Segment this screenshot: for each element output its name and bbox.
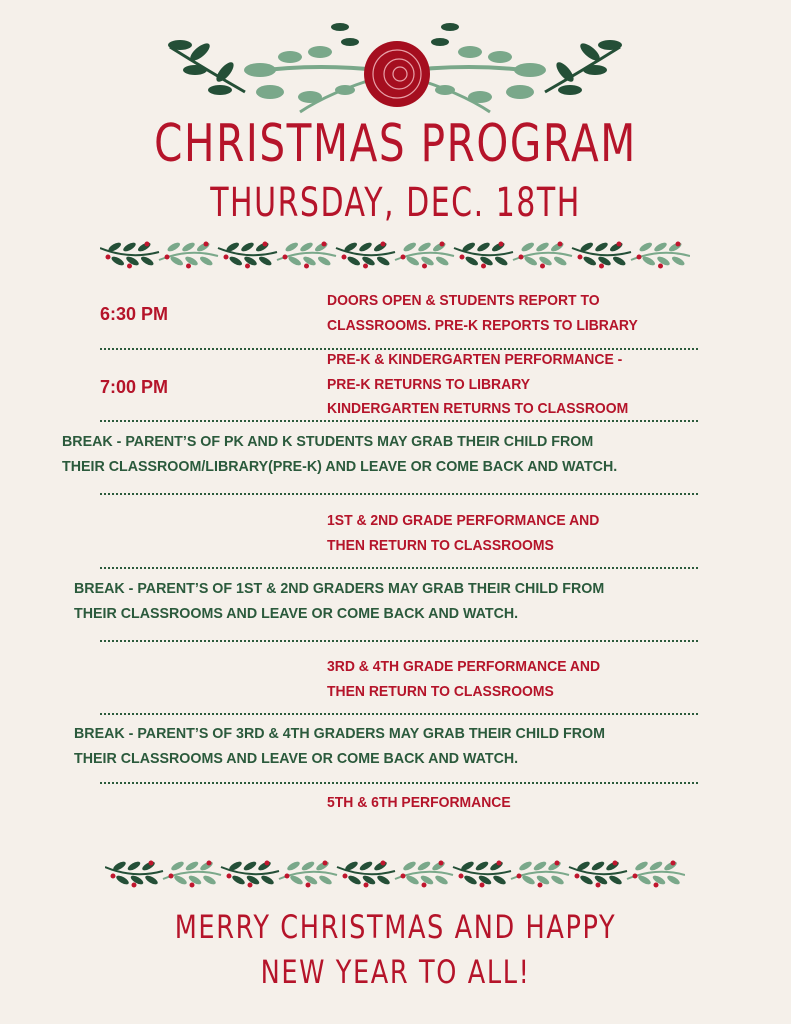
holly-sprig-icon — [105, 860, 163, 888]
dotted-divider — [100, 640, 698, 642]
holly-sprig-icon — [513, 241, 572, 269]
break-line: BREAK - PARENT’S OF PK AND K STUDENTS MAY GRAB THEIR CHILD FROM — [62, 433, 594, 450]
floral-rose-header-icon — [150, 12, 640, 122]
schedule-description — [327, 655, 600, 704]
holly-sprig-icon — [218, 241, 277, 269]
schedule-description — [327, 791, 511, 816]
holly-sprig-icon — [337, 860, 395, 888]
dotted-divider — [100, 782, 698, 784]
break-line: THEIR CLASSROOMS AND LEAVE OR COME BACK AND WATCH. — [74, 605, 519, 622]
dotted-divider — [100, 420, 698, 422]
holly-sprig-icon — [395, 860, 453, 888]
dotted-divider — [100, 713, 698, 715]
description-line: 3RD & 4TH GRADE PERFORMANCE AND — [327, 658, 601, 675]
description-line: 5TH & 6TH PERFORMANCE — [327, 794, 511, 811]
footer-line: NEW YEAR TO ALL! — [260, 953, 531, 991]
break-line: BREAK - PARENT’S OF 1ST & 2ND GRADERS MAY GRAB THEIR CHILD FROM — [74, 580, 605, 597]
break-line: THEIR CLASSROOM/LIBRARY(PRE-K) AND LEAVE OR COME BACK AND WATCH. — [62, 458, 618, 475]
schedule-time: 7:00 PM — [100, 377, 169, 397]
schedule-description — [327, 348, 628, 422]
holly-garland-top-icon — [100, 232, 690, 277]
description-line: DOORS OPEN & STUDENTS REPORT TO — [327, 292, 600, 309]
holly-sprig-icon — [454, 241, 513, 269]
schedule-description — [327, 289, 638, 338]
dotted-divider — [100, 567, 698, 569]
schedule-description — [327, 509, 599, 558]
break-line: THEIR CLASSROOMS AND LEAVE OR COME BACK AND WATCH. — [74, 750, 519, 767]
holly-sprig-icon — [631, 241, 690, 269]
description-line: PRE-K & KINDERGARTEN PERFORMANCE - — [327, 351, 623, 368]
break-note — [74, 576, 604, 626]
break-note — [62, 429, 617, 479]
holly-sprig-icon — [627, 860, 685, 888]
holly-sprig-icon — [100, 241, 159, 269]
holly-sprig-icon — [453, 860, 511, 888]
page-title: CHRISTMAS PROGRAM — [154, 114, 637, 174]
break-line: BREAK - PARENT’S OF 3RD & 4TH GRADERS MAY GRAB THEIR CHILD FROM — [74, 725, 605, 742]
description-line: CLASSROOMS. PRE-K REPORTS TO LIBRARY — [327, 316, 638, 334]
holly-garland-bottom-icon — [105, 851, 685, 896]
holly-sprig-icon — [277, 241, 336, 269]
description-line: THEN RETURN TO CLASSROOMS — [327, 536, 554, 554]
holly-sprig-icon — [279, 860, 337, 888]
dotted-divider — [100, 493, 698, 495]
holly-sprig-icon — [511, 860, 569, 888]
holly-sprig-icon — [572, 241, 631, 269]
holly-sprig-icon — [395, 241, 454, 269]
holly-sprig-icon — [159, 241, 218, 269]
event-date: THURSDAY, DEC. 18TH — [210, 180, 581, 226]
break-note — [74, 721, 605, 771]
description-line: 1ST & 2ND GRADE PERFORMANCE AND — [327, 512, 600, 529]
holly-sprig-icon — [336, 241, 395, 269]
holly-sprig-icon — [221, 860, 279, 888]
description-line: THEN RETURN TO CLASSROOMS — [327, 682, 554, 700]
description-line: KINDERGARTEN RETURNS TO CLASSROOM — [327, 400, 629, 417]
schedule-time: 6:30 PM — [100, 304, 169, 324]
holly-sprig-icon — [569, 860, 627, 888]
footer-greeting — [79, 905, 712, 995]
footer-line: MERRY CHRISTMAS AND HAPPY — [174, 908, 617, 946]
holly-sprig-icon — [163, 860, 221, 888]
description-line: PRE-K RETURNS TO LIBRARY — [327, 375, 531, 393]
